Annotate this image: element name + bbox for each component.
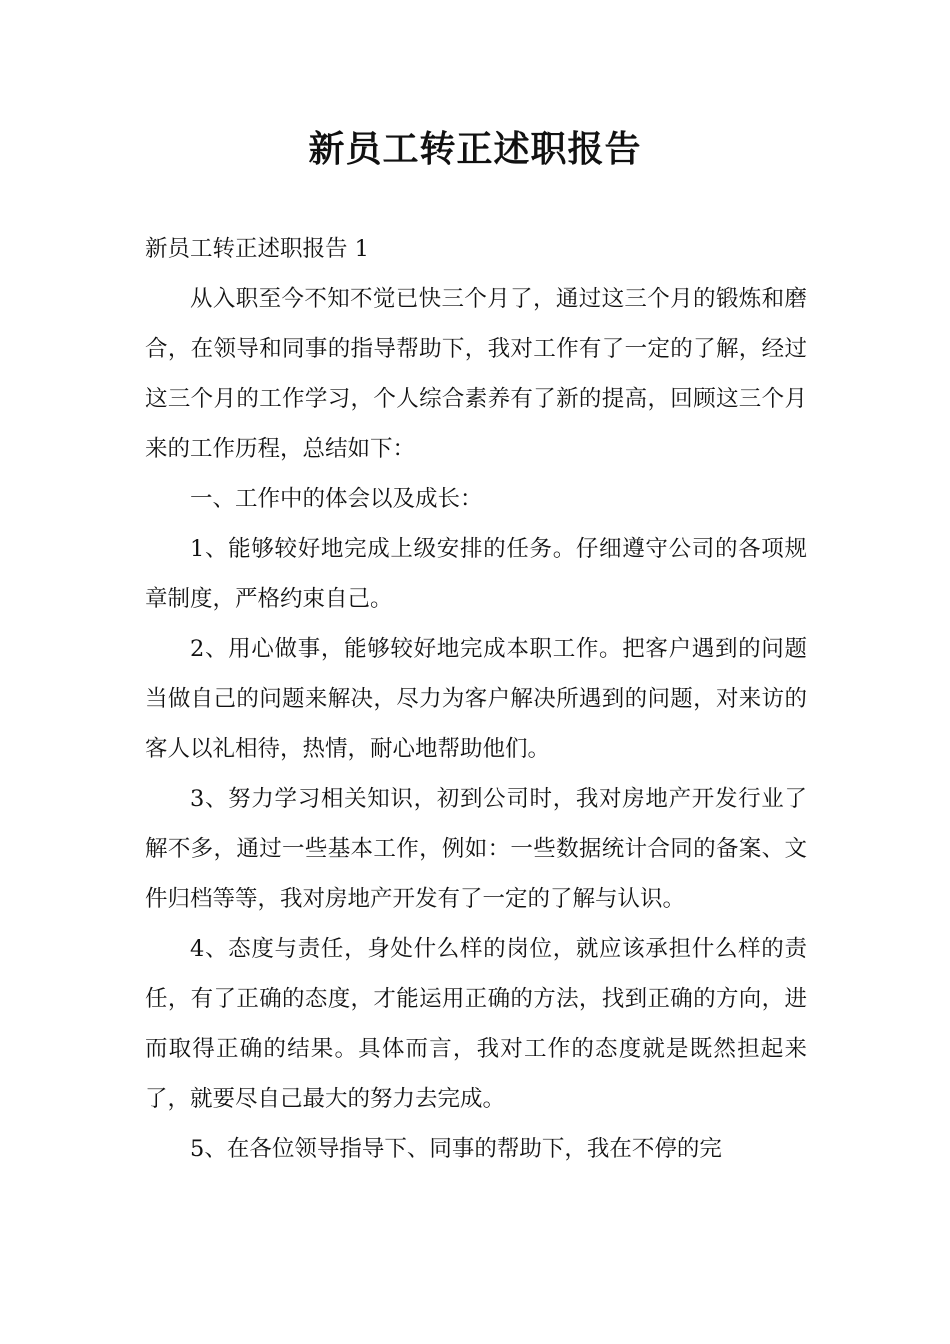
- document-body: [145, 224, 807, 1174]
- paragraph-item-5: 5、在各位领导指导下、同事的帮助下，我在不停的完: [190, 1136, 722, 1162]
- document-title: 新员工转正述职报告: [308, 129, 642, 170]
- paragraph-item-4: 4、态度与责任，身处什么样的岗位，就应该承担什么样的责任，有了正确的态度，才能运用正确的方法，找到正确的方向，进而取得正确的结果。具体而言，我对工作的态度就是既然担起来了，就要尽自己最大的努力去完成。: [145, 936, 807, 1112]
- paragraph-section-one-heading: 一、工作中的体会以及成长：: [190, 486, 483, 512]
- paragraph-item-1: 1、能够较好地完成上级安排的任务。仔细遵守公司的各项规章制度，严格约束自己。: [145, 536, 807, 612]
- paragraph-intro: 从入职至今不知不觉已快三个月了，通过这三个月的锻炼和磨合，在领导和同事的指导帮助下，我对工作有了一定的了解，经过这三个月的工作学习，个人综合素养有了新的提高，回顾这三个月来的工作历程，总结如下：: [145, 286, 807, 462]
- section-heading: 新员工转正述职报告 1: [145, 236, 369, 262]
- paragraph-item-2: 2、用心做事，能够较好地完成本职工作。把客户遇到的问题当做自己的问题来解决，尽力为客户解决所遇到的问题，对来访的客人以礼相待，热情，耐心地帮助他们。: [145, 636, 807, 762]
- paragraph-item-3: 3、努力学习相关知识，初到公司时，我对房地产开发行业了解不多，通过一些基本工作，例如：一些数据统计合同的备案、文件归档等等，我对房地产开发有了一定的了解与认识。: [145, 786, 807, 912]
